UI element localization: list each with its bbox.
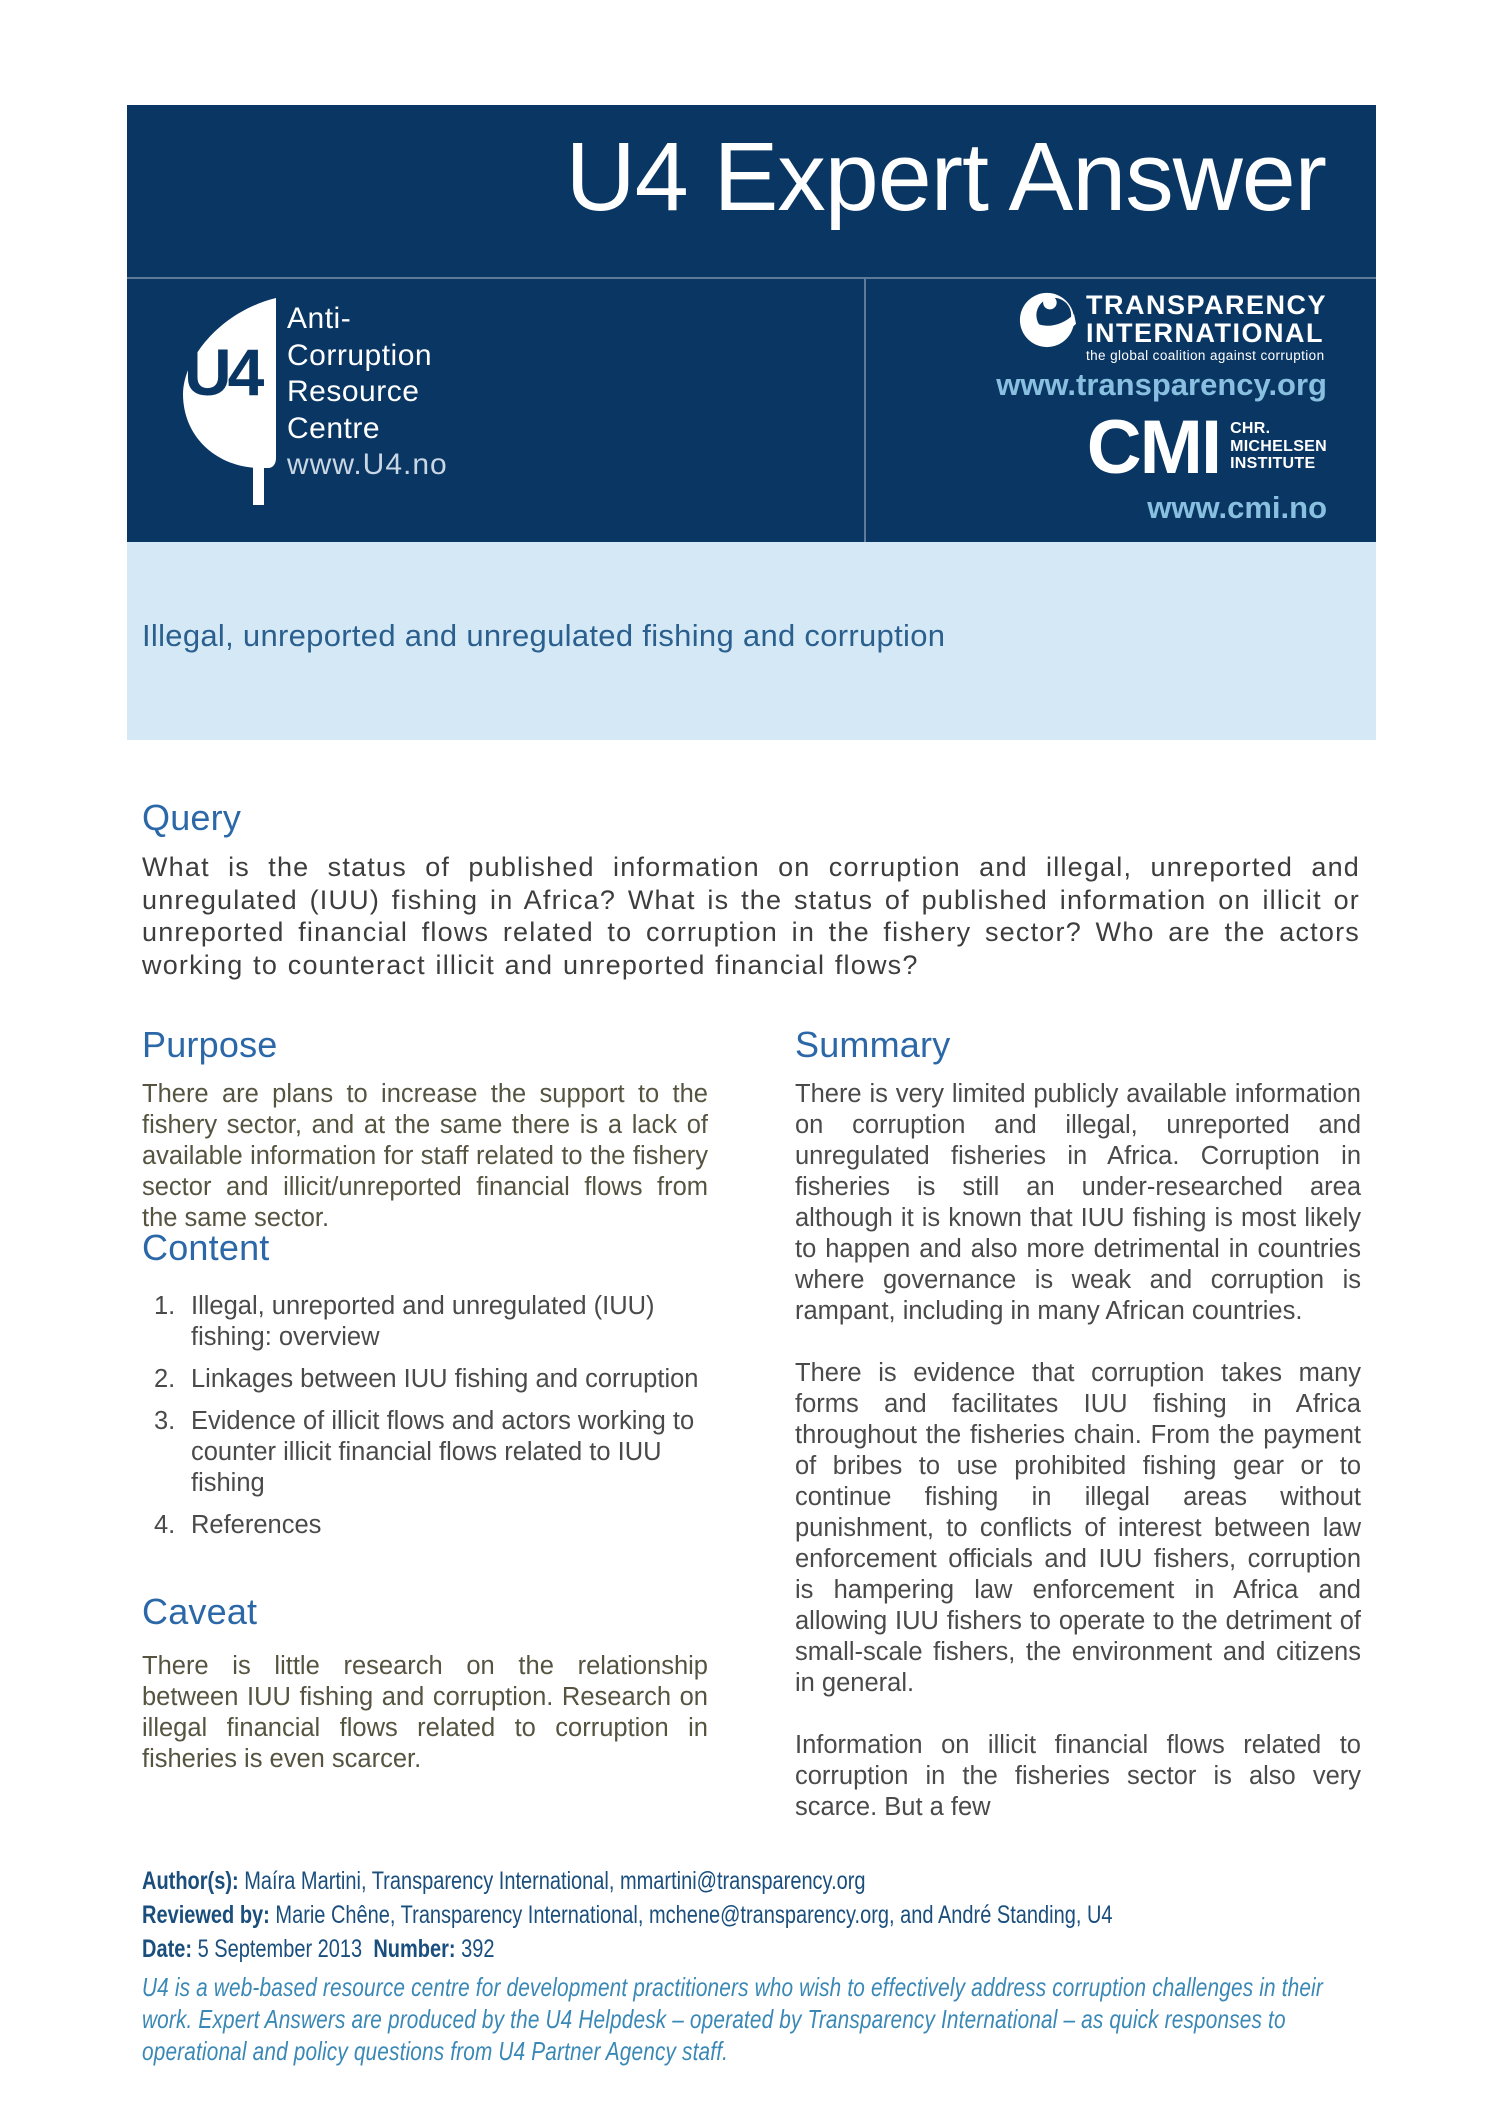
item-text: Linkages between IUU fishing and corruption bbox=[191, 1365, 699, 1393]
query-heading: Query bbox=[142, 797, 242, 838]
article-title-band bbox=[127, 542, 1376, 740]
header-horizontal-divider bbox=[127, 277, 1376, 279]
content-list-item bbox=[142, 1510, 708, 1541]
purpose-text: There are plans to increase the support to the fishery sector, and at the same there is a lack of available information for staff related to the fishery sector and illicit/unreported financial flows from the same sector. bbox=[142, 1080, 708, 1232]
item-number: 1. bbox=[154, 1292, 176, 1320]
u4-website-link[interactable]: www.U4.no bbox=[287, 448, 448, 481]
content-list-item bbox=[142, 1406, 708, 1499]
author-line bbox=[142, 1864, 1358, 1898]
number-value: 392 bbox=[461, 1935, 495, 1963]
u4-text-line: Resource bbox=[287, 375, 420, 408]
cmi-website-link[interactable]: www.cmi.no bbox=[1147, 490, 1327, 525]
caveat-heading: Caveat bbox=[142, 1591, 258, 1632]
transparency-website-link[interactable]: www.transparency.org bbox=[996, 367, 1327, 402]
number-label: Number: bbox=[373, 1935, 456, 1963]
masthead-title: U4 Expert Answer bbox=[565, 122, 1326, 231]
summary-paragraph: There is evidence that corruption takes many forms and facilitates IUU fishing in Africa throughout the fisheries chain. From the payment of bribes to use prohibited fishing gear or to continue fishing in illegal areas without punishment, to conflicts of interest between law enforcement officials and IUU fishers, corruption is hampering law enforcement in Africa and allowing IUU fishers to operate to the detriment of small-scale fishers, the environment and citizens in general. bbox=[795, 1359, 1361, 1697]
ti-globe-icon bbox=[1018, 291, 1076, 349]
date-label: Date: bbox=[142, 1935, 193, 1963]
header-banner bbox=[127, 105, 1376, 542]
purpose-heading: Purpose bbox=[142, 1024, 278, 1065]
u4-text-line: Centre bbox=[287, 411, 381, 445]
cmi-name-line: INSTITUTE bbox=[1230, 455, 1316, 472]
summary-text bbox=[795, 1079, 1361, 1854]
item-number: 2. bbox=[154, 1365, 176, 1393]
caveat-text: There is little research on the relationship between IUU fishing and corruption. Research on illegal financial flows related to corruption in fisheries is even scarcer. bbox=[142, 1652, 708, 1773]
content-list-item bbox=[142, 1364, 708, 1395]
cmi-name bbox=[1230, 420, 1327, 473]
date-number-line bbox=[142, 1932, 1358, 1966]
reviewed-value: Marie Chêne, Transparency International, mchene@transparency.org, and André Standing, U4 bbox=[275, 1901, 1113, 1929]
cmi-abbr: CMI bbox=[1086, 405, 1221, 490]
item-text: Evidence of illicit flows and actors working to counter illicit financial flows related to IUU fishing bbox=[191, 1407, 695, 1497]
document-metadata bbox=[142, 1864, 1358, 1966]
cmi-logo bbox=[1086, 405, 1327, 490]
reviewed-line bbox=[142, 1898, 1358, 1932]
item-text: Illegal, unreported and unregulated (IUU) fishing: overview bbox=[191, 1292, 655, 1351]
summary-paragraph: There is very limited publicly available information on corruption and illegal, unreported and unregulated fisheries in Africa. Corruption in fisheries is still an under-researched area although it is known that IUU fishing is most likely to happen and also more detrimental in countries where governance is weak and corruption is rampant, including in many African countries. bbox=[795, 1080, 1361, 1325]
author-label: Author(s): bbox=[142, 1867, 239, 1895]
u4-logo-text bbox=[287, 301, 448, 484]
u4-text-line: Corruption bbox=[287, 338, 433, 372]
ti-name-line: TRANSPARENCY bbox=[1085, 290, 1327, 320]
header-vertical-divider bbox=[864, 279, 866, 542]
u4-logo-mark: U4 bbox=[184, 335, 261, 409]
item-text: References bbox=[191, 1511, 322, 1539]
content-list-item bbox=[142, 1291, 708, 1353]
query-text: What is the status of published information on corruption and illegal, unreported and unregulated (IUU) fishing in Africa? What is the status of published information on illicit or unreported financial flows related to corruption in the fishery sector? Who are the actors working to counteract illicit and unreported financial flows? bbox=[142, 852, 1360, 980]
item-number: 3. bbox=[154, 1407, 176, 1435]
ti-name-line: INTERNATIONAL bbox=[1085, 318, 1324, 348]
content-heading: Content bbox=[142, 1227, 270, 1268]
ti-tagline: the global coalition against corruption bbox=[1085, 348, 1325, 363]
transparency-international-logo bbox=[1018, 291, 1327, 364]
cmi-name-line: CHR. bbox=[1230, 420, 1271, 437]
summary-heading: Summary bbox=[795, 1024, 951, 1065]
item-number: 4. bbox=[154, 1511, 176, 1539]
u4-disclaimer-text: U4 is a web-based resource centre for development practitioners who wish to effectively address corruption challenges in their work. Expert Answers are produced by the U4 Helpdesk – operated by Transparency International – as quick responses to operational and policy questions from U4 Partner Agency staff. bbox=[142, 1972, 1323, 2066]
reviewed-label: Reviewed by: bbox=[142, 1901, 270, 1929]
date-value: 5 September 2013 bbox=[197, 1935, 363, 1963]
cmi-name-line: MICHELSEN bbox=[1230, 437, 1327, 455]
ti-wordmark bbox=[1086, 291, 1327, 364]
u4-logo-tail bbox=[253, 466, 264, 505]
article-title: Illegal, unreported and unregulated fishing and corruption bbox=[142, 618, 946, 653]
u4-text-line: Anti- bbox=[287, 302, 352, 335]
summary-paragraph: Information on illicit financial flows related to corruption in the fisheries sector is also very scarce. But a few bbox=[795, 1731, 1361, 1821]
author-value: Maíra Martini, Transparency International, mmartini@transparency.org bbox=[244, 1867, 866, 1895]
content-list bbox=[142, 1291, 708, 1552]
